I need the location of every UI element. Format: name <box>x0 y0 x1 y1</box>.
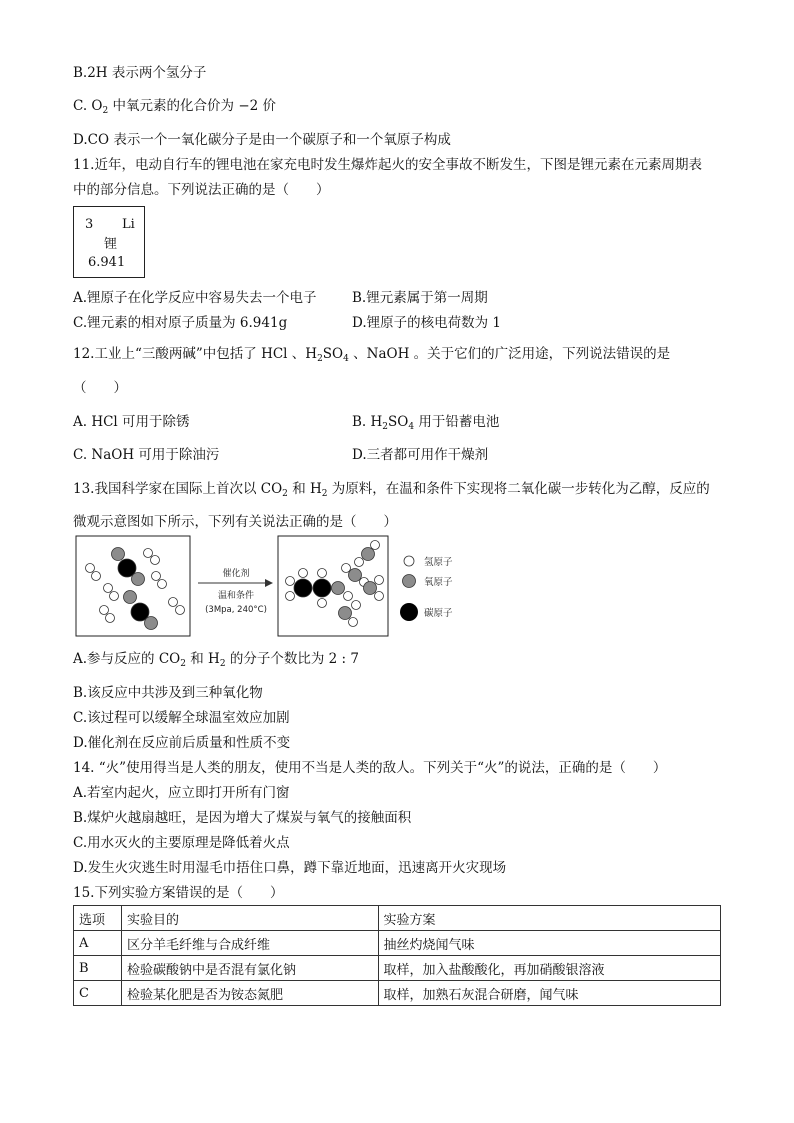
hydrogen-atom <box>352 601 361 610</box>
oxygen-atom <box>362 548 375 561</box>
atomic-number: 3 <box>85 217 94 232</box>
legend-oxygen-swatch <box>403 575 416 588</box>
q12-option-d: D.三者都可用作干燥剂 <box>352 447 489 463</box>
hydrogen-atom <box>299 569 308 578</box>
hydrogen-atom <box>375 576 384 585</box>
q12-stem-line1: 12.工业上“三酸两碱”中包括了 HCl 、$H_2SO_4$ 、NaOH 。关于它们的广泛用途，下列说法错误的是 <box>73 346 671 364</box>
legend-oxygen-label: 氧原子 <box>424 577 453 588</box>
table-row <box>74 931 721 956</box>
header-option: 选项 <box>74 906 122 931</box>
hydrogen-atom <box>342 564 351 573</box>
oxygen-atom <box>112 548 125 561</box>
q14-stem: 14. “火”使用得当是人类的朋友，使用不当是人类的敌人。下列关于“火”的说法，正确的是（ ） <box>73 760 667 776</box>
hydrogen-atom <box>318 569 327 578</box>
hydrogen-atom <box>349 618 358 627</box>
hydrogen-atom <box>355 558 364 567</box>
hydrogen-atom <box>286 577 295 586</box>
q10-option-b: B.2H 表示两个氢分子 <box>73 65 207 81</box>
oxygen-atom <box>364 582 377 595</box>
hydrogen-atom <box>318 599 327 608</box>
q14-option-a: A.若室内起火，应立即打开所有门窗 <box>73 785 290 801</box>
q14-option-d: D.发生火灾逃生时用湿毛巾捂住口鼻，蹲下靠近地面，迅速离开火灾现场 <box>73 860 507 876</box>
hydrogen-atom <box>152 572 161 581</box>
oxygen-atom <box>332 582 345 595</box>
hydrogen-atom <box>375 592 384 601</box>
q11-option-d: D.锂原子的核电荷数为 1 <box>352 315 502 331</box>
hydrogen-atom <box>104 584 113 593</box>
q11-stem-line2: 中的部分信息。下列说法正确的是（ ） <box>73 182 330 198</box>
q12-option-a: A. HCl 可用于除锈 <box>73 414 190 430</box>
header-purpose: 实验目的 <box>121 906 378 931</box>
q13-option-c: C.该过程可以缓解全球温室效应加剧 <box>73 710 290 726</box>
pressure-temperature-label: (3Mpa, 240°C) <box>205 605 267 615</box>
q11-option-b: B.锂元素属于第一周期 <box>352 290 488 306</box>
table-header-row <box>74 906 721 931</box>
oxygen-atom <box>339 607 352 620</box>
hydrogen-atom <box>100 606 109 615</box>
hydrogen-atom <box>106 614 115 623</box>
row-purpose: 检验碳酸钠中是否混有氯化钠 <box>121 956 378 981</box>
row-option: A <box>74 931 122 956</box>
q14-option-b: B.煤炉火越扇越旺，是因为增大了煤炭与氧气的接触面积 <box>73 810 412 826</box>
hydrogen-atom <box>92 572 101 581</box>
q13-option-a: A.参与反应的 $CO_2$ 和 $H_2$ 的分子个数比为 2 : 7 <box>73 651 359 669</box>
row-option: B <box>74 956 122 981</box>
hydrogen-atom <box>286 592 295 601</box>
hydrogen-atom <box>344 592 353 601</box>
legend-hydrogen-swatch <box>404 556 414 566</box>
hydrogen-atom <box>86 564 95 573</box>
row-purpose: 区分羊毛纤维与合成纤维 <box>121 931 378 956</box>
q10-option-c: C. $O_2$ 中氧元素的化合价为 −2 价 <box>73 98 277 116</box>
hydrogen-atom <box>110 592 119 601</box>
q12-stem-line2: （ ） <box>73 380 127 396</box>
element-symbol: Li <box>122 217 135 232</box>
product-molecules <box>286 541 384 627</box>
legend-hydrogen-label: 氢原子 <box>424 557 453 568</box>
reaction-micro-diagram <box>0 532 794 640</box>
catalyst-label: 催化剂 <box>222 569 250 579</box>
oxygen-atom <box>124 591 137 604</box>
q10-option-d: D.CO 表示一个一氧化碳分子是由一个碳原子和一个氧原子构成 <box>73 132 451 148</box>
q12-option-c: C. NaOH 可用于除油污 <box>73 447 220 463</box>
q12-option-b: B. $H_2SO_4$ 用于铅蓄电池 <box>352 414 500 432</box>
header-plan: 实验方案 <box>378 906 720 931</box>
carbon-atom <box>294 579 312 597</box>
oxygen-atom <box>349 569 362 582</box>
q13-option-d: D.催化剂在反应前后质量和性质不变 <box>73 735 291 751</box>
hydrogen-atom <box>158 580 167 589</box>
q13-stem-line1: 13.我国科学家在国际上首次以 $CO_2$ 和 $H_2$ 为原料，在温和条件下实现将二氧化碳一步转化为乙醇，反应的 <box>73 481 710 499</box>
q15-stem: 15.下列实验方案错误的是（ ） <box>73 885 284 901</box>
q11-option-c: C.锂元素的相对原子质量为 6.941g <box>73 315 288 331</box>
table-row <box>74 956 721 981</box>
row-plan: 取样，加熟石灰混合研磨，闻气味 <box>378 981 720 1006</box>
legend-carbon-swatch <box>400 603 418 621</box>
atomic-mass: 6.941 <box>88 255 126 270</box>
condition-label: 温和条件 <box>217 591 255 601</box>
experiment-table <box>73 905 721 1006</box>
reactant-molecules <box>86 548 185 630</box>
hydrogen-atom <box>371 541 380 550</box>
q11-option-a: A.锂原子在化学反应中容易失去一个电子 <box>73 290 317 306</box>
oxygen-atom <box>145 617 158 630</box>
hydrogen-atom <box>144 549 153 558</box>
diagram-legend <box>400 556 453 621</box>
legend-carbon-label: 碳原子 <box>424 608 453 619</box>
reactants-box <box>76 536 190 636</box>
hydrogen-atom <box>169 598 178 607</box>
row-option: C <box>74 981 122 1006</box>
row-plan: 取样，加入盐酸酸化，再加硝酸银溶液 <box>378 956 720 981</box>
row-plan: 抽丝灼烧闻气味 <box>378 931 720 956</box>
row-purpose: 检验某化肥是否为铵态氮肥 <box>121 981 378 1006</box>
element-cell-lithium <box>73 206 145 278</box>
hydrogen-atom <box>151 556 160 565</box>
carbon-atom <box>313 579 331 597</box>
q11-stem-line1: 11.近年，电动自行车的锂电池在家充电时发生爆炸起火的安全事故不断发生，下图是锂元素在元素周期表 <box>73 157 702 173</box>
element-name: 锂 <box>104 237 118 252</box>
table-row <box>74 981 721 1006</box>
q14-option-c: C.用水灭火的主要原理是降低着火点 <box>73 835 290 851</box>
oxygen-atom <box>132 573 145 586</box>
hydrogen-atom <box>176 606 185 615</box>
q13-stem-line2: 微观示意图如下所示，下列有关说法正确的是（ ） <box>73 514 397 530</box>
q13-option-b: B.该反应中共涉及到三种氧化物 <box>73 685 263 701</box>
